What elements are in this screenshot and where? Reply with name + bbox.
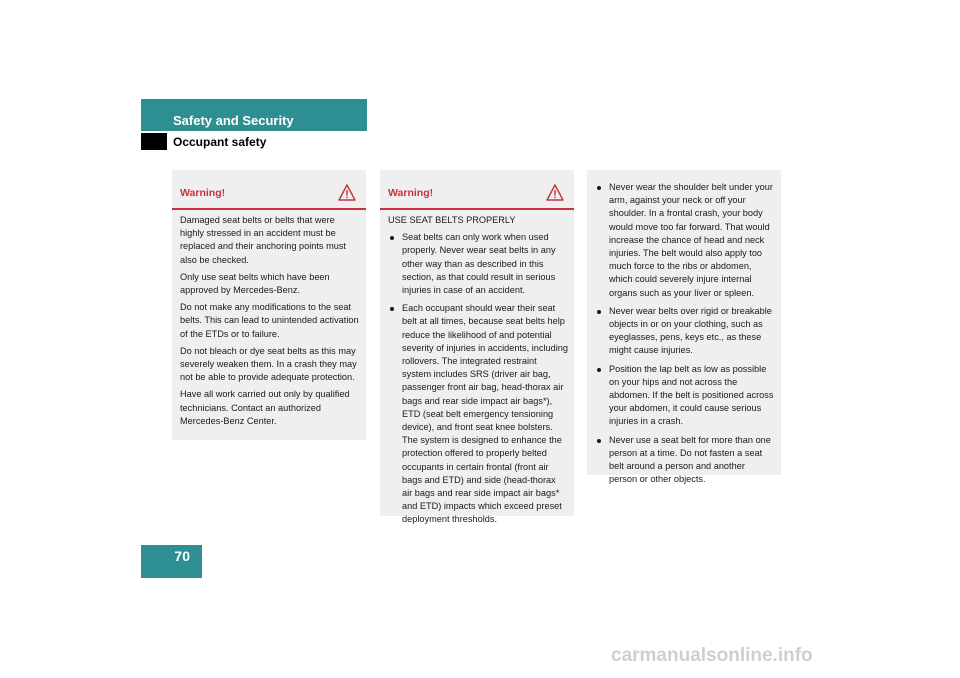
page-number-box: [141, 545, 202, 578]
bullet-list: [388, 231, 568, 526]
paragraph: Damaged seat belts or belts that were highly stressed in an accident must be replaced and their anchoring points must also be checked.: [180, 215, 346, 265]
warning-body: [587, 170, 781, 486]
list-item: Each occupant should wear their seat belt at all times, because seat belts help reduce the likelihood of and potential severity of injuries in accidents, including rollovers. The integrated restraint system includes SRS (driver air bag, passenger front air bag, head-thorax air bags and rear side impact air bags*), ETD (seat belt emergency tensioning device), and front seat knee bolsters. The system is designed to enhance the protection offered to properly belted occupants in certain frontal (front air bags and ETD) and side (head-thorax air bags and rear side impact air bags* and ETD) impacts which exceed preset deployment thresholds.: [388, 302, 568, 526]
warning-triangle-icon: [546, 184, 564, 201]
warning-label: Warning!: [180, 187, 226, 199]
warning-triangle-icon: [338, 184, 356, 201]
warning-body: [380, 210, 574, 527]
warning-heading: USE SEAT BELTS PROPERLY: [388, 215, 516, 225]
warning-box-use-seat-belts-properly: [380, 170, 574, 525]
watermark: carmanualsonline.info: [611, 645, 813, 666]
paragraph: Have all work carried out only by qualified technicians. Contact an authorized Mercedes-Benz Center.: [180, 389, 350, 426]
subsection-title: Occupant safety: [173, 135, 267, 149]
paragraph: Do not bleach or dye seat belts as this may severely weaken them. In a crash they may not be able to provide adequate protection.: [180, 345, 357, 383]
warning-body: [172, 210, 366, 428]
section-title: Safety and Security: [173, 113, 294, 128]
list-item: Never use a seat belt for more than one person at a time. Do not fasten a seat belt around a person and another person or other objects.: [595, 434, 775, 487]
paragraph: Only use seat belts which have been approved by Mercedes-Benz.: [180, 271, 330, 296]
warning-label: Warning!: [388, 187, 434, 199]
list-item: Position the lap belt as low as possible on your hips and not across the abdomen. If the belt is positioned across your abdomen, it could cause serious injuries in a crash.: [595, 363, 775, 429]
warning-header: [380, 170, 574, 210]
page-number: 70: [174, 548, 190, 564]
list-item: Seat belts can only work when used properly. Never wear seat belts in any other way than as described in this section, as that could result in serious injuries in case of an accident.: [388, 231, 568, 297]
bullet-list: [595, 181, 775, 486]
list-item: Never wear belts over rigid or breakable objects in or on your clothing, such as eyeglasses, pens, keys etc., as these might cause injuries.: [595, 305, 775, 358]
warning-box-seat-belt-maintenance: [172, 170, 366, 440]
subsection-marker: [141, 133, 167, 150]
warning-header: [172, 170, 366, 210]
warning-box-continued: [587, 170, 781, 485]
paragraph: Do not make any modifications to the seat belts. This can lead to unintended activation of the ETDs or to failure.: [180, 302, 359, 339]
list-item: Never wear the shoulder belt under your arm, against your neck or off your shoulder. In a frontal crash, your body would move too far forward. That would increase the chance of head and neck injuries. The belt would also apply too much force to the ribs or abdomen, which could severely injure internal organs such as your liver or spleen.: [595, 181, 775, 300]
